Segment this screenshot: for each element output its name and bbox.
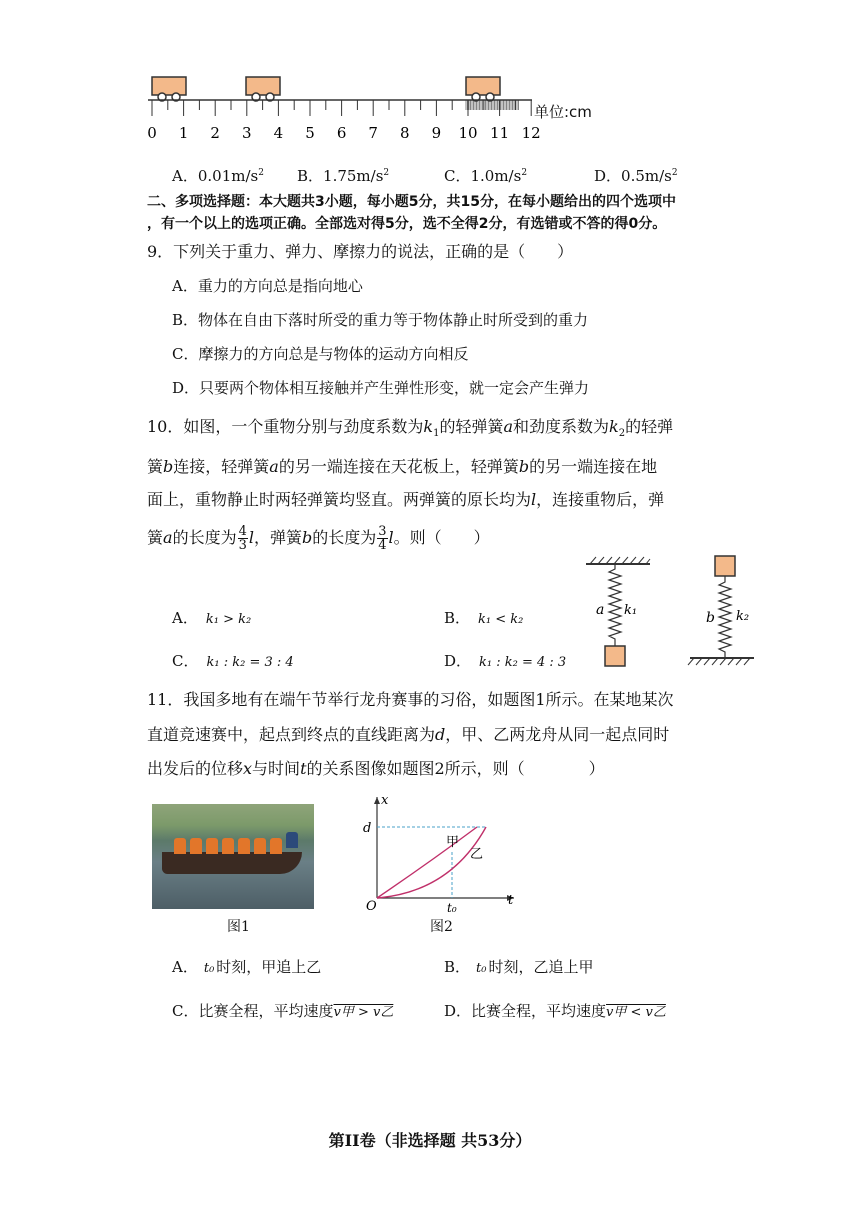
q8-option-a: A．$0.01m/s^2$ [172, 167, 264, 185]
q9-stem: 9．下列关于重力、弹力、摩擦力的说法，正确的是（ ） [147, 242, 574, 261]
spring-a [609, 564, 621, 646]
fraction-3-4: $\frac{3}{4}$ [378, 524, 387, 553]
spring-b-label: b [706, 610, 715, 626]
graph-t0-label: t₀ [447, 901, 457, 915]
ruler-tick-label: 9 [431, 124, 442, 142]
q11-line3: 出发后的位移x与时间t的关系图像如题图2所示，则（ ） [147, 759, 605, 778]
section2-line1: 二、多项选择题：本大题共3小题，每小题5分，共15分，在每小题给出的四个选项中 [147, 194, 676, 210]
q10-option-d: D． k₁ : k₂ = 4 : 3 [444, 652, 567, 670]
q10-option-a: A． k₁ > k₂ [172, 609, 252, 627]
dragon-boat-photo [152, 804, 314, 909]
q9-option-a: A．重力的方向总是指向地心 [172, 277, 363, 295]
ruler-tick-label: 3 [242, 124, 252, 142]
cart-1 [152, 77, 186, 101]
ruler-unit-label: 单位:cm [534, 103, 592, 121]
q10-line2: 簧b连接，轻弹簧a的另一端连接在天花板上，轻弹簧b的另一端连接在地 [147, 457, 658, 476]
q10-line1: 10．如图，一个重物分别与劲度系数为$k_1$的轻弹簧a和劲度系数为$k_2$的轻弹 [147, 417, 674, 440]
q10-line3: 面上，重物静止时两轻弹簧均竖直。两弹簧的原长均为l，连接重物后，弹 [147, 490, 665, 509]
xt-graph [360, 792, 520, 920]
graph-jia-label: 甲 [446, 835, 460, 850]
graph-yi-label: 乙 [470, 847, 484, 862]
ruler-ticks [152, 100, 531, 116]
ruler-labels [147, 124, 541, 142]
q11-option-b: B． t₀ 时刻，乙追上甲 [444, 958, 594, 976]
q10-option-c: C． k₁ : k₂ = 3 : 4 [172, 652, 294, 670]
q9-option-b: B．物体在自由下落时所受的重力等于物体静止时所受到的重力 [172, 311, 589, 329]
spring-b [719, 576, 731, 658]
weight-b [715, 556, 735, 576]
fraction-4-3: $\frac{4}{3}$ [238, 524, 247, 553]
q11-line2: 直道竞速赛中，起点到终点的直线距离为d，甲、乙两龙舟从同一起点同时 [147, 725, 670, 744]
graph-y-label: x [381, 793, 389, 808]
fig1-caption: 图1 [227, 919, 250, 935]
cart-2 [246, 77, 280, 101]
ruler-tick-label: 11 [490, 124, 510, 142]
ruler-tick-label: 2 [210, 124, 220, 142]
graph-d-label: d [363, 821, 372, 836]
ruler-tick-label: 0 [147, 124, 157, 142]
cart-3 [466, 77, 500, 101]
spring-b-k-label: k₂ [736, 609, 750, 624]
weight-a [605, 646, 625, 666]
ruler-tick-label: 5 [305, 124, 315, 142]
q9-option-d: D．只要两个物体相互接触并产生弹性形变，就一定会产生弹力 [172, 379, 590, 397]
graph-x-label: t [508, 893, 514, 908]
fig2-caption: 图2 [430, 919, 453, 935]
ruler-tick-label: 12 [521, 124, 541, 142]
q11-option-d: D．比赛全程，平均速度v甲 < v乙 [444, 1002, 666, 1020]
ruler-tick-label: 6 [336, 124, 347, 142]
q10-line4: 簧a的长度为 $\frac{4}{3}$ l，弹簧b的长度为 $\frac{3}{4}$ l。则（ ） [147, 524, 490, 553]
graph-origin-label: O [366, 899, 377, 914]
q8-option-d: D．$0.5m/s^2$ [594, 167, 678, 185]
section-footer-title: 第II卷（非选择题 共53分） [328, 1131, 532, 1150]
q11-option-a: A． t₀ 时刻，甲追上乙 [172, 958, 322, 976]
q11-line1: 11．我国多地有在端午节举行龙舟赛事的习俗，如题图1所示。在某地某次 [147, 690, 674, 709]
q10-option-b: B． k₁ < k₂ [444, 609, 524, 627]
ruler-tick-label: 4 [273, 124, 284, 142]
ruler-tick-label: 8 [400, 124, 410, 142]
ruler-tick-label: 10 [458, 124, 478, 142]
q11-option-c: C．比赛全程，平均速度v甲 > v乙 [172, 1002, 394, 1020]
ruler-tick-label: 1 [178, 124, 189, 142]
springs-figure [578, 552, 768, 674]
section2-line2: ，有一个以上的选项正确。全部选对得5分，选不全得2分，有选错或不答的得0分。 [147, 216, 667, 232]
ruler-tick-label: 7 [368, 124, 378, 142]
spring-a-label: a [596, 602, 605, 618]
q9-option-c: C．摩擦力的方向总是与物体的运动方向相反 [172, 345, 469, 363]
spring-a-k-label: k₁ [624, 603, 638, 618]
q8-option-c: C．$1.0m/s^2$ [444, 167, 528, 185]
q8-option-b: B．$1.75m/s^2$ [297, 167, 390, 185]
